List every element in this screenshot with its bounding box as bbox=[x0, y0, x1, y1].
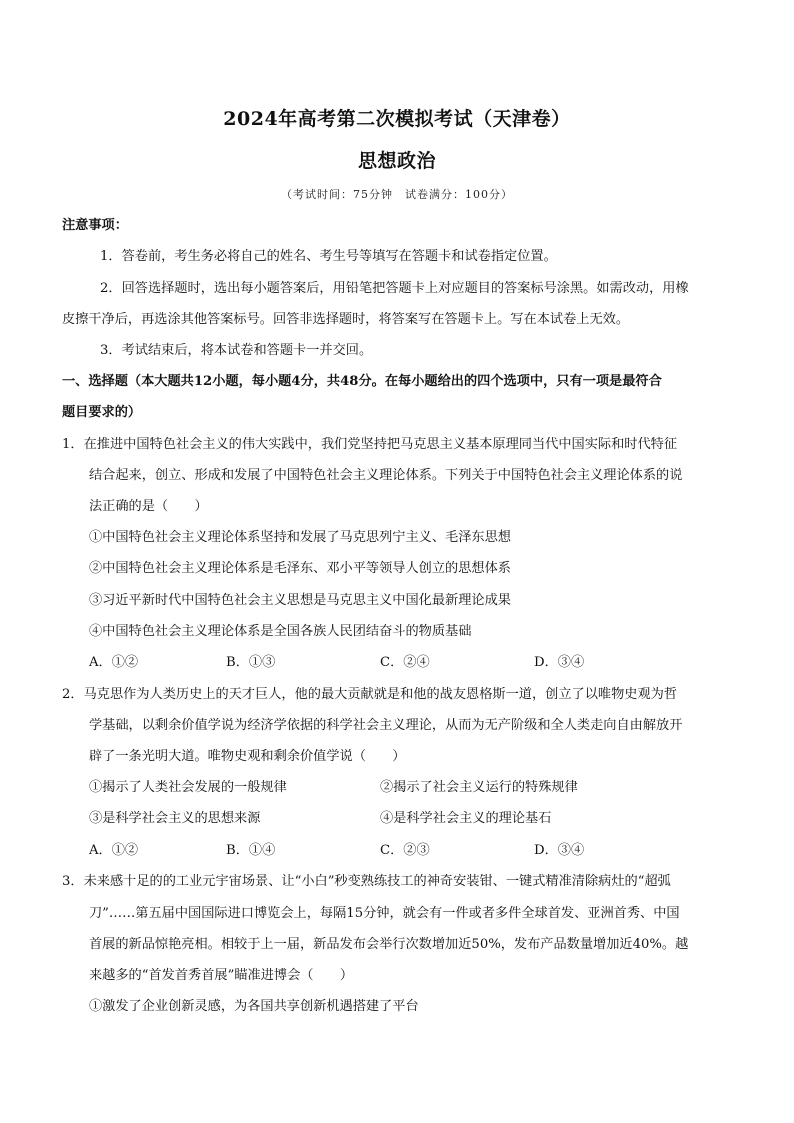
q1-statement: ①中国特色社会主义理论体系坚持和发展了马克思列宁主义、毛泽东思想 bbox=[89, 530, 511, 545]
notice-item: 皮擦干净后，再选涂其他答案标号。回答非选择题时，将答案写在答题卡上。写在本试卷上无效。 bbox=[62, 312, 630, 327]
q1-statement: ④中国特色社会主义理论体系是全国各族人民团结奋斗的物质基础 bbox=[89, 624, 472, 639]
notice-item: 2．回答选择题时，选出每小题答案后，用铅笔把答题卡上对应题目的答案标号涂黑。如需改动，用橡 bbox=[100, 281, 689, 296]
q3-statement: ①激发了企业创新灵感，为各国共享创新机遇搭建了平台 bbox=[89, 999, 419, 1014]
q1-stem: 法正确的是（ ） bbox=[89, 499, 208, 514]
notice-item: 3．考试结束后，将本试卷和答题卡一并交回。 bbox=[100, 343, 373, 358]
subject-title: 思想政治 bbox=[357, 150, 436, 172]
q1-option-a: A．①② bbox=[89, 655, 139, 670]
q2-option-a: A．①② bbox=[89, 843, 139, 858]
q2-stem: 学基础，以剩余价值学说为经济学依据的科学社会主义理论，从而为无产阶级和全人类走向自由解放开 bbox=[89, 718, 683, 733]
section-heading-cont: 题目要求的） bbox=[62, 405, 142, 420]
q2-option-c: C．②③ bbox=[380, 843, 430, 858]
q1-option-c: C．②④ bbox=[380, 655, 430, 670]
q2-statement: ③是科学社会主义的思想来源 bbox=[89, 811, 261, 826]
q2-option-b: B．①④ bbox=[226, 843, 276, 858]
q2-statement: ④是科学社会主义的理论基石 bbox=[380, 811, 552, 826]
q3-stem: 首展的新品惊艳亮相。相较于上一届，新品发布会举行次数增加近50%，发布产品数量增加近40%。越 bbox=[89, 937, 689, 952]
q1-statement: ②中国特色社会主义理论体系是毛泽东、邓小平等领导人创立的思想体系 bbox=[89, 561, 511, 576]
q1-option-b: B．①③ bbox=[226, 655, 276, 670]
exam-title: 2024年高考第二次模拟考试（天津卷） bbox=[223, 108, 571, 130]
q2-stem: 辟了一条光明大道。唯物史观和剩余价值学说（ ） bbox=[89, 749, 406, 764]
q2-stem: 2．马克思作为人类历史上的天才巨人，他的最大贡献就是和他的战友恩格斯一道，创立了以唯物史观为哲 bbox=[62, 687, 678, 702]
q2-option-d: D．③④ bbox=[534, 843, 585, 858]
section-heading: 一、选择题（本大题共12小题，每小题4分，共48分。在每小题给出的四个选项中，只有一项是最符合 bbox=[62, 374, 662, 389]
q1-stem: 结合起来，创立、形成和发展了中国特色社会主义理论体系。下列关于中国特色社会主义理论体系的说 bbox=[89, 468, 683, 483]
notice-heading: 注意事项： bbox=[62, 218, 128, 233]
q1-option-d: D．③④ bbox=[534, 655, 585, 670]
q3-stem: 来越多的“首发首秀首展”瞄准进博会（ ） bbox=[89, 968, 354, 983]
q2-statement: ②揭示了社会主义运行的特殊规律 bbox=[380, 780, 578, 795]
q1-stem: 1．在推进中国特色社会主义的伟大实践中，我们党坚持把马克思主义基本原理同当代中国实际和时代特征 bbox=[62, 437, 678, 452]
q3-stem: 3．未来感十足的的工业元宇宙场景、让“小白”秒变熟练技工的神奇安装钳、一键式精准清除病灶的“超弧 bbox=[62, 874, 671, 889]
exam-info: （考试时间：75分钟 试卷满分：100分） bbox=[281, 188, 513, 201]
q2-statement: ①揭示了人类社会发展的一般规律 bbox=[89, 780, 287, 795]
q1-statement: ③习近平新时代中国特色社会主义思想是马克思主义中国化最新理论成果 bbox=[89, 593, 511, 608]
q3-stem: 刀”……第五届中国国际进口博览会上，每隔15分钟，就会有一件或者多件全球首发、亚洲首秀、中国 bbox=[89, 906, 680, 921]
notice-item: 1．答卷前，考生务必将自己的姓名、考生号等填写在答题卡和试卷指定位置。 bbox=[100, 249, 557, 264]
